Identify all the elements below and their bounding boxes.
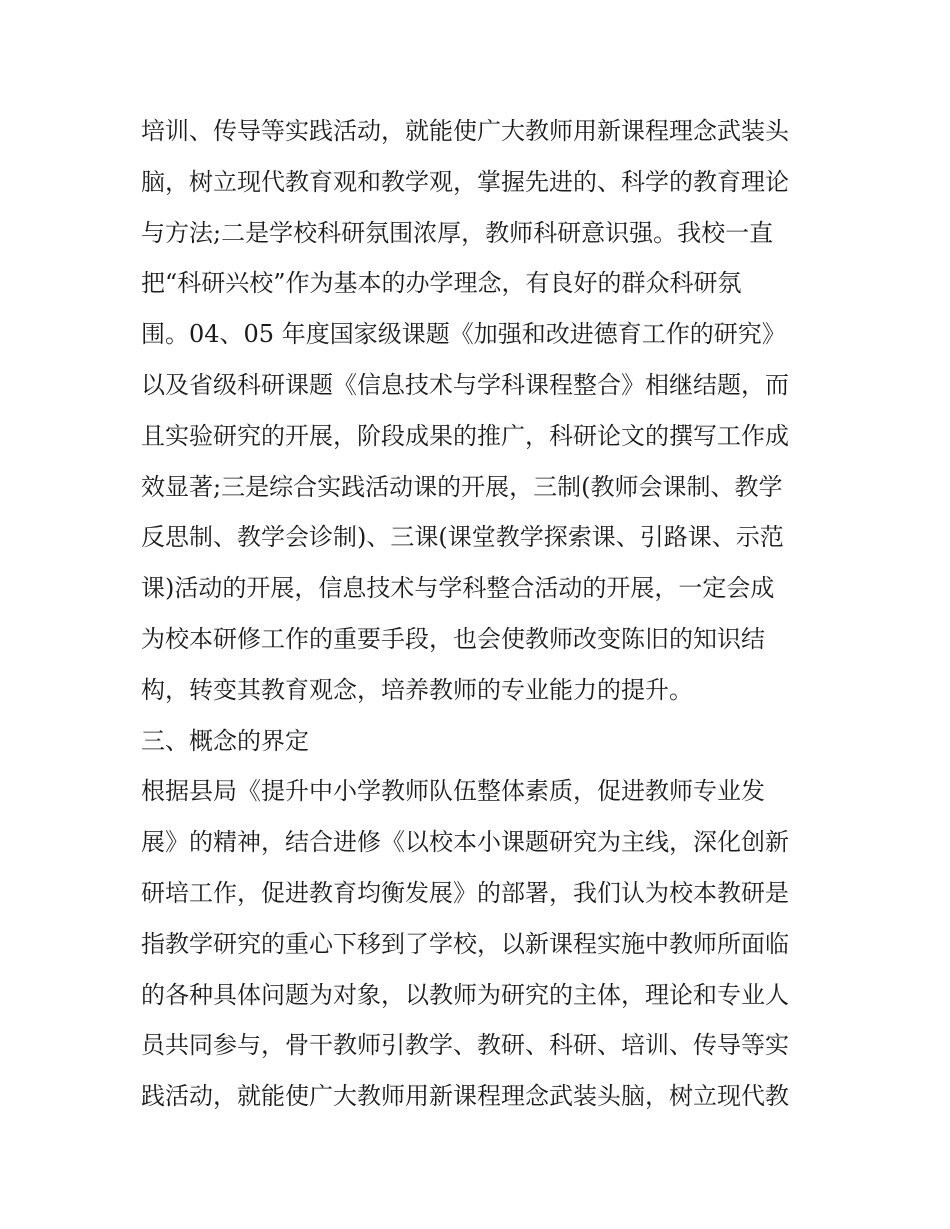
section-heading: 三、概念的界定 [141,726,309,755]
body-text [141,106,821,1122]
text-line: 为校本研修工作的重要手段，也会使教师改变陈旧的知识结 [141,624,765,653]
text-line: 员共同参与，骨干教师引教学、教研、科研、培训、传导等实 [141,1031,789,1060]
text-line: 反思制、教学会诊制)、三课(课堂教学探索课、引路课、示范 [141,523,784,552]
text-line: 构，转变其教育观念，培养教师的专业能力的提升。 [141,675,693,704]
text-line: 课)活动的开展，信息技术与学科整合活动的开展，一定会成 [141,574,775,603]
text-line: 培训、传导等实践活动，就能使广大教师用新课程理念武装头 [141,117,789,145]
text-line: 的各种具体问题为对象，以教师为研究的主体，理论和专业人 [141,980,789,1009]
text-line: 指教学研究的重心下移到了学校，以新课程实施中教师所面临 [141,929,789,958]
text-line: 践活动，就能使广大教师用新课程理念武装头脑，树立现代教 [141,1082,789,1111]
text-line: 以及省级科研课题《信息技术与学科课程整合》相继结题，而 [141,370,789,399]
text-line: 效显著;三是综合实践活动课的开展，三制(教师会课制、教学 [141,472,783,501]
text-line: 脑，树立现代教育观和教学观，掌握先进的、科学的教育理论 [141,167,789,196]
text-line: 围。04、05 年度国家级课题《加强和改进德育工作的研究》 [141,320,786,349]
text-line: 展》的精神，结合进修《以校本小课题研究为主线，深化创新 [141,828,789,857]
text-line: 研培工作，促进教育均衡发展》的部署，我们认为校本教研是 [141,878,789,907]
text-line: 且实验研究的开展，阶段成果的推广，科研论文的撰写工作成 [141,421,789,450]
text-line: 根据县局《提升中小学教师队伍整体素质，促进教师专业发 [141,777,765,806]
text-line: 与方法;二是学校科研氛围浓厚，教师科研意识强。我校一直 [141,218,774,247]
text-line: 把“科研兴校”作为基本的办学理念，有良好的群众科研氛 [141,269,742,298]
